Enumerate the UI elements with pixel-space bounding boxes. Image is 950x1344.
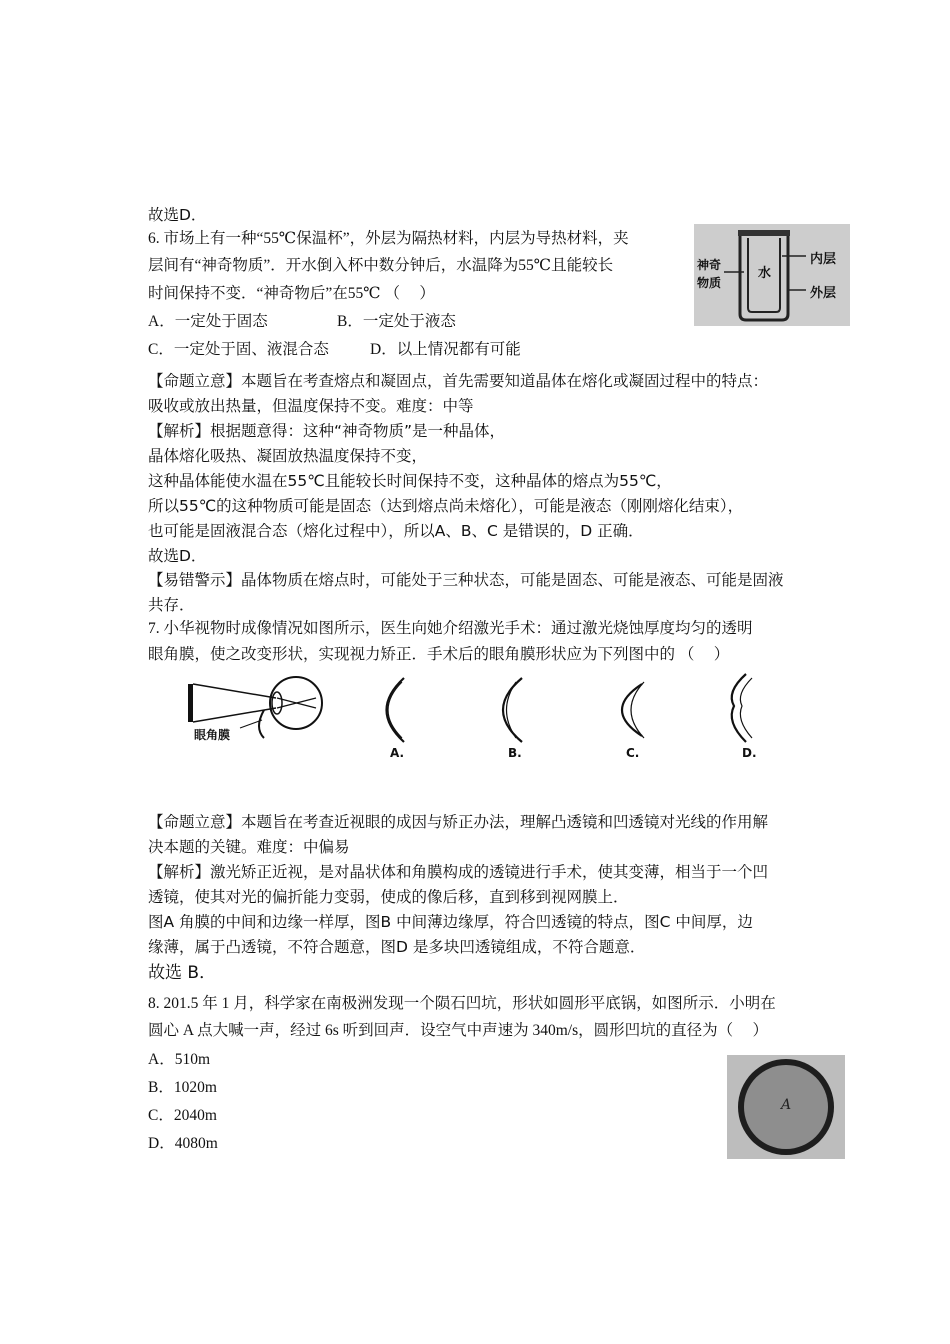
q7-stem-line-1: 7. 小华视物时成像情况如图所示，医生向她介绍激光手术：通过激光烧蚀厚度均匀的透明	[148, 620, 753, 637]
cornea-label: 眼角膜	[194, 728, 231, 742]
option-c-label: C.	[626, 746, 640, 760]
q7-intent-line-1: 【命题立意】本题旨在考查近视眼的成因与矫正办法，理解凸透镜和凹透镜对光线的作用解	[148, 813, 769, 831]
q6-intent-line-2: 吸收或放出热量，但温度保持不变。难度：中等	[148, 397, 474, 415]
thermos-cup-figure	[694, 224, 850, 326]
q6-stem-line-1: 6. 市场上有一种“55℃保温杯”，外层为隔热材料，内层为导热材料，夹	[148, 230, 629, 247]
inner-layer-label: 内层	[810, 252, 837, 267]
q8-option-b: B．1020m	[148, 1079, 217, 1096]
outer-layer-label: 外层	[810, 286, 837, 301]
crater-figure	[727, 1055, 845, 1159]
q8-option-a: A．510m	[148, 1051, 211, 1068]
q6-solution-line-1: 【解析】根据题意得：这种“神奇物质”是一种晶体，	[148, 422, 506, 440]
q7-intent-line-2: 决本题的关键。难度：中偏易	[148, 838, 350, 856]
q6-solution-line-4: 所以55℃的这种物质可能是固态（达到熔点尚未熔化），可能是液态（刚刚熔化结束），	[148, 497, 744, 515]
option-a-label: A.	[390, 746, 405, 760]
q6-option-d: D．以上情况都有可能	[370, 341, 521, 358]
q6-warning-line-2: 共存．	[148, 597, 195, 614]
q6-stem-line-3: 时间保持不变．“神奇物后”在55℃ （ ）	[148, 285, 435, 302]
previous-answer: 故选D．	[148, 206, 207, 224]
q6-solution-line-5: 也可能是固液混合态（熔化过程中），所以A、B、C 是错误的，D 正确．	[148, 522, 644, 540]
q7-stem-line-2: 眼角膜，使之改变形状，实现视力矫正．手术后的眼角膜形状应为下列图中的 （ ）	[148, 646, 730, 663]
q7-solution-line-1: 【解析】激光矫正近视，是对晶状体和角膜构成的透镜进行手术，使其变薄，相当于一个凹	[148, 863, 769, 881]
q6-option-a: A．一定处于固态	[148, 313, 268, 330]
q6-intent-line-1: 【命题立意】本题旨在考查熔点和凝固点，首先需要知道晶体在熔化或凝固过程中的特点：	[148, 372, 769, 390]
q7-solution-line-2: 透镜，使其对光的偏折能力变弱，使成的像后移，直到移到视网膜上．	[148, 888, 629, 906]
q6-option-b: B．一定处于液态	[337, 313, 456, 330]
q6-stem-line-2: 层间有“神奇物质”．开水倒入杯中数分钟后，水温降为55℃且能较长	[148, 257, 614, 274]
q6-solution-line-2: 晶体熔化吸热、凝固放热温度保持不变，	[148, 447, 428, 465]
cornea-figure	[184, 670, 768, 770]
water-label: 水	[758, 266, 772, 281]
q6-solution-line-3: 这种晶体能使水温在55℃且能较长时间保持不变，这种晶体的熔点为55℃，	[148, 472, 672, 490]
option-d-label: D.	[742, 746, 757, 760]
q6-option-c: C．一定处于固、液混合态	[148, 341, 329, 358]
q6-answer: 故选D．	[148, 547, 207, 565]
q6-warning-line-1: 【易错警示】晶体物质在熔点时，可能处于三种状态，可能是固态、可能是液态、可能是固液	[148, 572, 784, 589]
q8-option-c: C．2040m	[148, 1107, 217, 1124]
q8-stem-line-1: 8. 201.5 年 1 月，科学家在南极洲发现一个陨石凹坑，形状如圆形平底锅，如图所示．小明在	[148, 995, 776, 1012]
magic-label-1: 神奇	[697, 258, 722, 272]
q7-solution-line-4: 缘薄，属于凸透镜，不符合题意，图D 是多块凹透镜组成，不符合题意．	[148, 938, 646, 956]
q7-answer: 故选 B．	[148, 963, 217, 983]
magic-label-2: 物质	[697, 276, 722, 290]
q8-stem-line-2: 圆心 A 点大喊一声，经过 6s 听到回声．设空气中声速为 340m/s，圆形凹坑的直径为（ ）	[148, 1022, 769, 1039]
q8-option-d: D．4080m	[148, 1135, 218, 1152]
center-point-label: A	[781, 1097, 792, 1113]
option-b-label: B.	[508, 746, 522, 760]
q7-solution-line-3: 图A 角膜的中间和边缘一样厚，图B 中间薄边缘厚，符合凹透镜的特点，图C 中间厚，边	[148, 913, 753, 931]
